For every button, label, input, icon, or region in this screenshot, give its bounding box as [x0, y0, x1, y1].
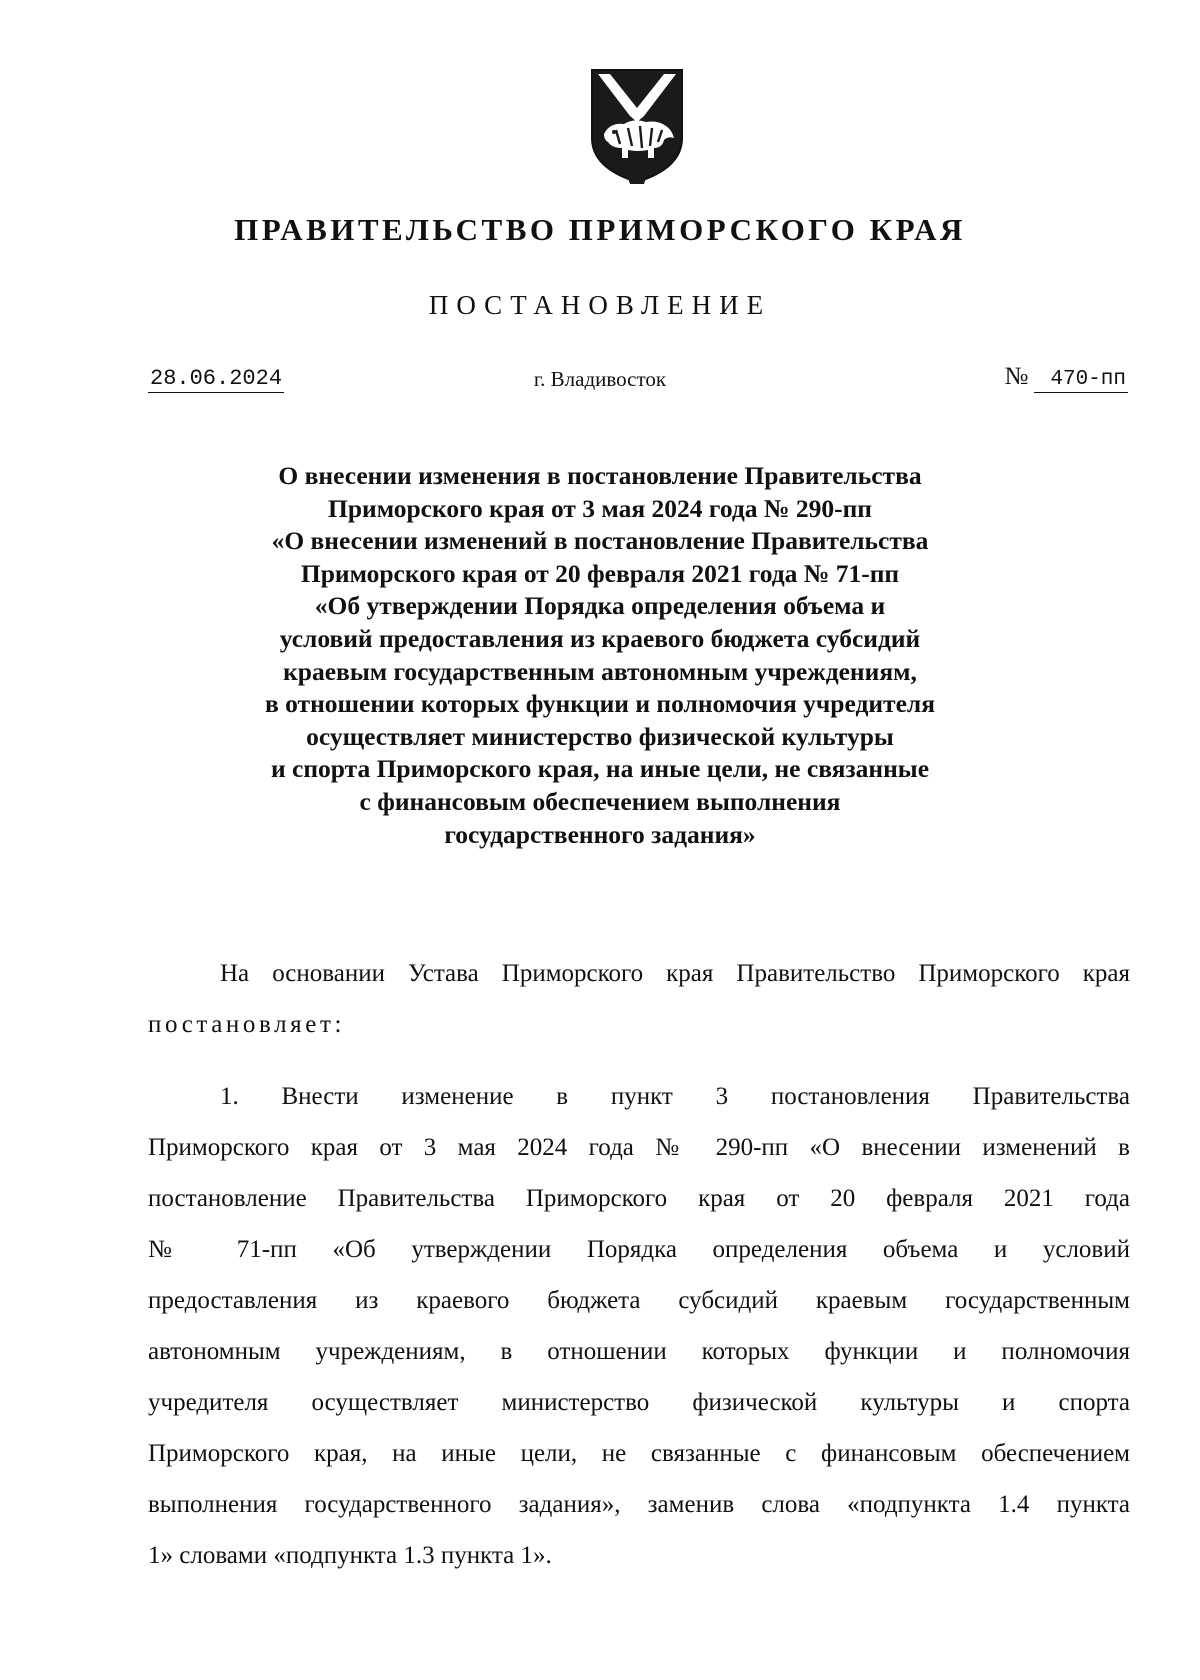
- subject-line: и спорта Приморского края, на иные цели, не связанные: [270, 754, 930, 784]
- item-1-paragraph: [148, 1071, 1130, 1581]
- subject-line: условий предоставления из краевого бюджета субсидий: [279, 623, 921, 653]
- document-city: г. Владивосток: [533, 367, 667, 391]
- paragraph-line: № 71-пп «Об утверждении Порядка определения объема и условий: [148, 1236, 1130, 1263]
- basis-paragraph: [148, 948, 1130, 1050]
- primorsky-coat-of-arms-icon: [588, 68, 686, 186]
- paragraph-line: выполнения государственного задания», заменив слова «подпункта 1.4 пункта: [148, 1491, 1130, 1518]
- document-type: ПОСТАНОВЛЕНИЕ: [428, 290, 772, 320]
- paragraph-line: На основании Устава Приморского края Правительство Приморского края: [220, 960, 1130, 987]
- subject-line: с финансовым обеспечением выполнения: [359, 786, 841, 816]
- government-title: ПРАВИТЕЛЬСТВО ПРИМОРСКОГО КРАЯ: [234, 212, 966, 247]
- document-number: 470-пп: [1034, 368, 1128, 393]
- document-subject: [0, 460, 1200, 851]
- paragraph-line: автономным учреждениям, в отношении которых функции и полномочия: [148, 1338, 1130, 1365]
- subject-line: краевым государственным автономным учреждениям,: [283, 656, 917, 686]
- subject-line: осуществляет министерство физической культуры: [306, 721, 894, 751]
- paragraph-line: Приморского края, на иные цели, не связанные с финансовым обеспечением: [148, 1440, 1130, 1467]
- subject-line: «Об утверждении Порядка определения объема и: [314, 591, 886, 621]
- subject-line: «О внесении изменений в постановление Правительства: [271, 526, 929, 556]
- document-date: 28.06.2024: [150, 366, 283, 391]
- number-sign: №: [1004, 363, 1029, 390]
- document-number-field: [1005, 362, 1128, 393]
- subject-line: Приморского края от 20 февраля 2021 года № 71-пп: [300, 558, 900, 588]
- subject-line: государственного задания»: [444, 819, 756, 849]
- paragraph-line: Приморского края от 3 мая 2024 года № 290-пп «О внесении изменений в: [148, 1134, 1130, 1161]
- resolution-word: постановляет:: [148, 1011, 346, 1038]
- subject-line: О внесении изменения в постановление Правительства: [278, 461, 922, 490]
- paragraph-line: предоставления из краевого бюджета субсидий краевым государственным: [148, 1287, 1130, 1314]
- subject-line: в отношении которых функции и полномочия учредителя: [265, 689, 935, 719]
- paragraph-line: 1. Внести изменение в пункт 3 постановления Правительства: [220, 1083, 1130, 1110]
- paragraph-line: учредителя осуществляет министерство физической культуры и спорта: [148, 1389, 1130, 1416]
- paragraph-line: 1» словами «подпункта 1.3 пункта 1».: [148, 1542, 552, 1569]
- subject-line: Приморского края от 3 мая 2024 года № 290-пп: [327, 493, 872, 523]
- paragraph-line: постановление Правительства Приморского края от 20 февраля 2021 года: [148, 1185, 1130, 1212]
